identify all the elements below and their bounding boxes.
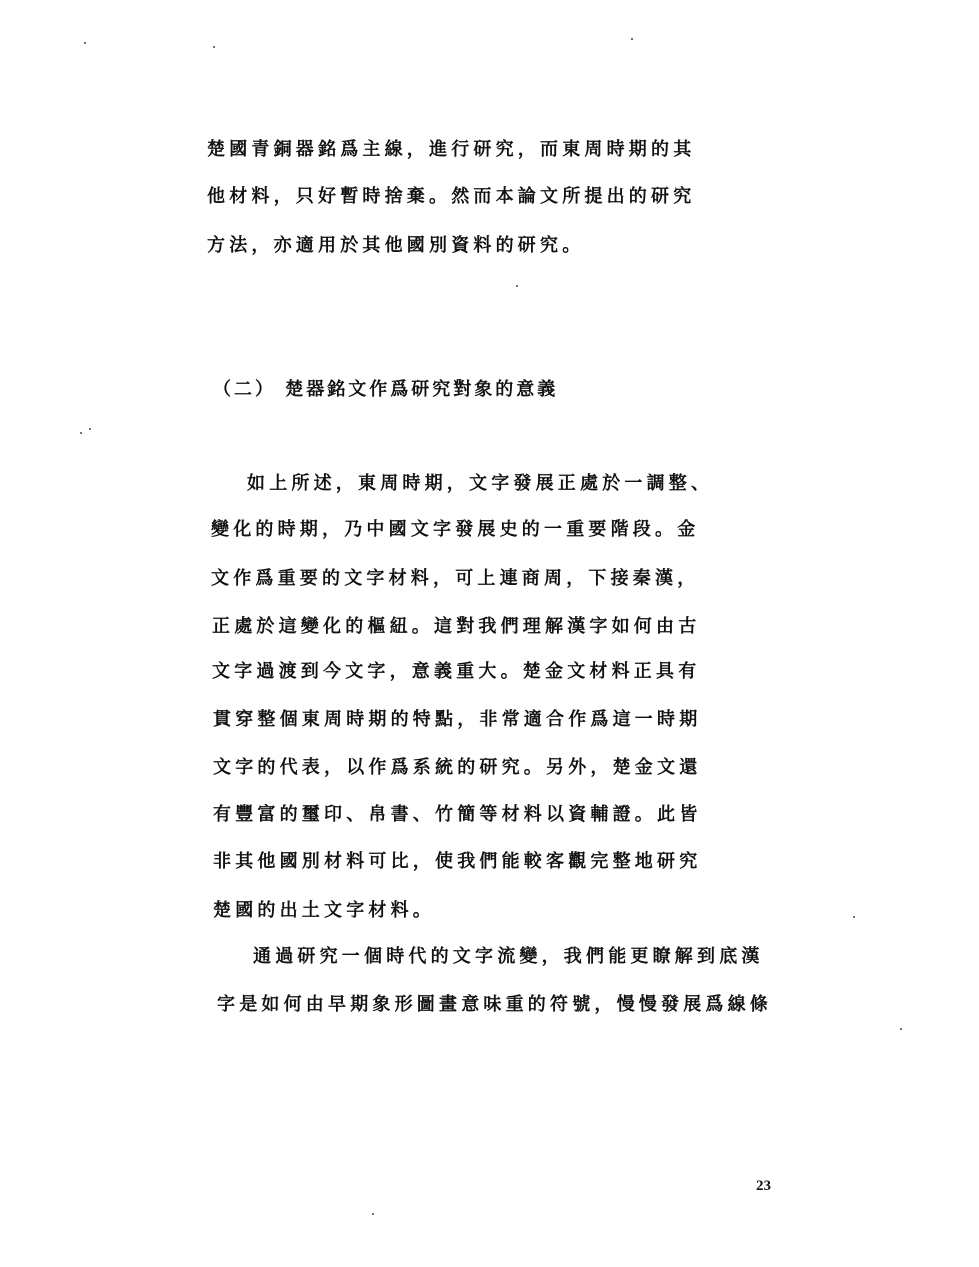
intro-line: 方法，亦適用於其他國別資料的研究。 xyxy=(207,235,585,256)
paragraph-1-line: 非其他國別材料可比，使我們能較客觀完整地研究 xyxy=(213,851,702,872)
scan-speck xyxy=(80,432,82,434)
paragraph-1-line: 貫穿整個東周時期的特點，非常適合作爲這一時期 xyxy=(213,709,702,730)
scan-speck xyxy=(89,428,91,430)
scan-speck xyxy=(84,42,86,44)
paragraph-1-line: 楚國的出土文字材料。 xyxy=(213,900,435,921)
paragraph-1-line: 文字的代表，以作爲系統的研究。另外，楚金文還 xyxy=(213,757,702,778)
scan-speck xyxy=(631,38,633,40)
paragraph-1-line: 有豐富的璽印、帛書、竹簡等材料以資輔證。此皆 xyxy=(213,804,702,825)
paragraph-2-line: 通過研究一個時代的文字流變，我們能更瞭解到底漢 xyxy=(253,946,764,967)
intro-line: 楚國青銅器銘爲主線，進行研究，而東周時期的其 xyxy=(207,139,696,160)
page-number: 23 xyxy=(756,1178,771,1194)
paragraph-1-line: 文作爲重要的文字材料，可上連商周，下接秦漢， xyxy=(211,568,700,589)
paragraph-1-line: 正處於這變化的樞紐。這對我們理解漢字如何由古 xyxy=(212,616,701,637)
scan-speck xyxy=(900,1028,902,1030)
scan-speck xyxy=(372,1213,374,1215)
paragraph-2-line: 字是如何由早期象形圖畫意味重的符號，慢慢發展爲線條 xyxy=(217,994,772,1015)
paragraph-1-line: 變化的時期，乃中國文字發展史的一重要階段。金 xyxy=(211,519,700,540)
paragraph-1-line: 文字過渡到今文字，意義重大。楚金文材料正具有 xyxy=(212,661,701,682)
scan-speck xyxy=(213,46,215,48)
paragraph-1-line: 如上所述，東周時期，文字發展正處於一調整、 xyxy=(247,473,714,494)
section-heading: （二） 楚器銘文作爲研究對象的意義 xyxy=(213,379,559,400)
scan-speck xyxy=(853,916,855,918)
intro-line: 他材料，只好暫時捨棄。然而本論文所提出的研究 xyxy=(207,186,696,207)
scan-speck xyxy=(516,285,518,287)
